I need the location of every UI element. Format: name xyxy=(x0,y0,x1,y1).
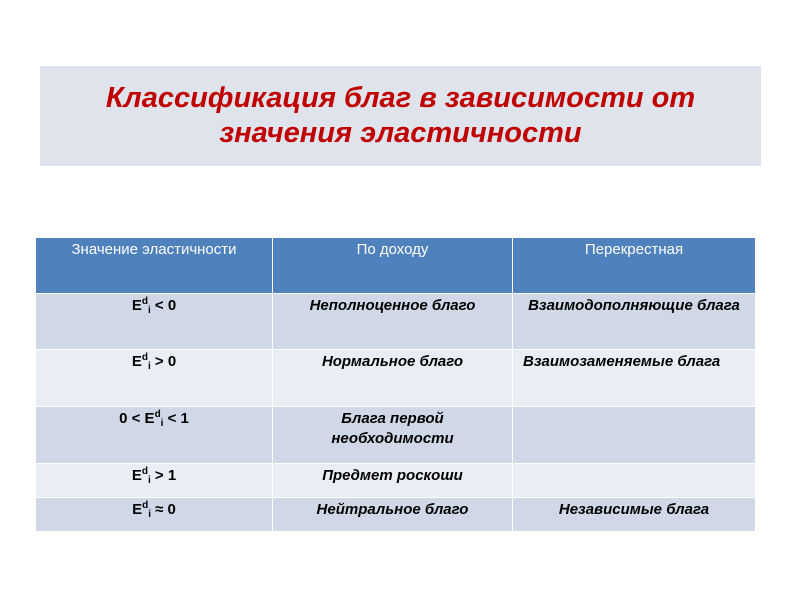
table-header-row xyxy=(36,238,756,294)
elasticity-condition: $0 < E^d_i < 1$ xyxy=(36,407,273,464)
cross-good-type: Взаимозаменяемые блага xyxy=(513,350,756,407)
income-good-type: Блага первой необходимости xyxy=(273,407,513,464)
slide-title xyxy=(106,81,695,151)
table-row xyxy=(36,407,756,464)
title-line-1: Классификация благ в зависимости от xyxy=(105,82,696,114)
elasticity-condition: $E^d_i > 0$ xyxy=(36,350,273,407)
cross-good-type: Независимые блага xyxy=(513,498,756,532)
title-box xyxy=(40,66,761,166)
table-row xyxy=(36,350,756,407)
income-good-type: Нормальное благо xyxy=(273,350,513,407)
income-good-type: Предмет роскоши xyxy=(273,464,513,498)
income-good-type: Неполноценное благо xyxy=(273,294,513,350)
elasticity-table xyxy=(35,237,756,532)
header-by-income: По доходу xyxy=(273,238,513,294)
table-row xyxy=(36,498,756,532)
table-row xyxy=(36,464,756,498)
income-good-type: Нейтральное благо xyxy=(273,498,513,532)
title-line-2: значения эластичности xyxy=(219,117,582,149)
cross-good-type xyxy=(513,407,756,464)
elasticity-condition: $E^d_i > 1$ xyxy=(36,464,273,498)
header-elasticity-value: Значение эластичности xyxy=(36,238,273,294)
elasticity-condition: $E^d_i < 0$ xyxy=(36,294,273,350)
cross-good-type xyxy=(513,464,756,498)
header-cross: Перекрестная xyxy=(513,238,756,294)
elasticity-condition: $E^d_i \approx 0$ xyxy=(36,498,273,532)
cross-good-type: Взаимодополняющие блага xyxy=(513,294,756,350)
table-row xyxy=(36,294,756,350)
